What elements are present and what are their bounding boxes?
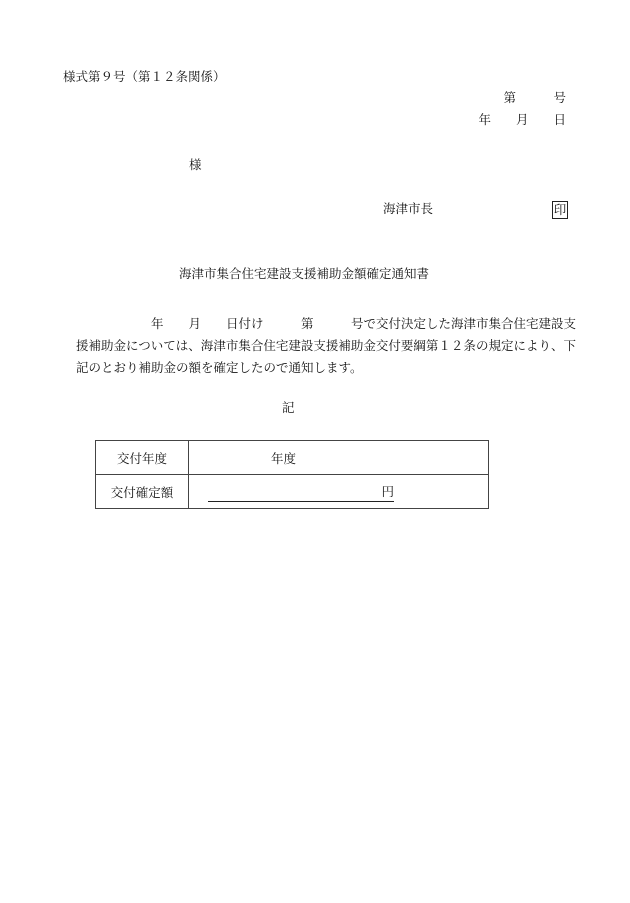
fiscal-year-label: 交付年度 [96,441,189,475]
document-number: 第 号 [503,90,566,105]
fiscal-year-cell [189,441,489,475]
fiscal-year-value: 年度 [271,450,297,466]
document-title: 海津市集合住宅建設支援補助金額確定通知書 [179,266,430,281]
addressee-suffix: 様 [189,157,202,172]
issuer-name: 海津市長 [383,201,434,216]
body-text: 年 月 日付け 第 号で交付決定した海津市集合住宅建設支援補助金については、海津市集合住宅建設支援補助金交付要綱第１２条の規定により、下記のとおり補助金の額を確定したので通知します。 [76,316,577,375]
confirmed-amount-label: 交付確定額 [96,475,189,509]
seal-mark: 印 [553,202,567,217]
detail-table [95,440,489,509]
table-row [96,441,489,475]
ki-heading: 記 [282,400,295,415]
confirmed-amount-value: 円 [208,482,394,502]
issue-date: 年 月 日 [478,112,566,127]
confirmed-amount-cell [189,475,489,509]
form-label: 様式第９号（第１２条関係） [63,69,226,84]
table-row [96,475,489,509]
